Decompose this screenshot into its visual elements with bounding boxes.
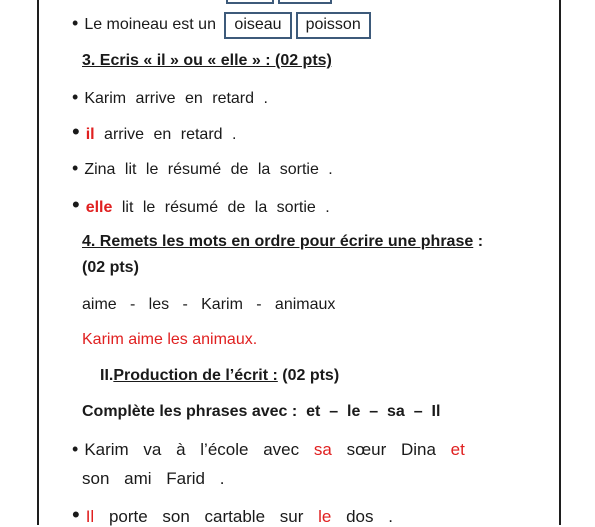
bird-question bbox=[72, 12, 375, 39]
bullet-icon: • bbox=[72, 502, 80, 527]
answer-et: et bbox=[450, 440, 465, 459]
answer-1 bbox=[72, 119, 237, 144]
bird-question-text: Le moineau est un bbox=[84, 16, 216, 33]
sentence-1-text: Karim arrive en retard . bbox=[84, 90, 268, 107]
section4-heading-colon: : bbox=[473, 233, 484, 250]
answer-2-rest: lit le résumé de la sortie . bbox=[121, 199, 330, 216]
section4-answer: Karim aime les animaux. bbox=[82, 331, 258, 348]
answer-2-word: elle bbox=[85, 199, 113, 216]
cut-off-box-right bbox=[278, 0, 332, 4]
line1-part-b: sœur Dina bbox=[346, 440, 436, 459]
bullet-icon: • bbox=[72, 13, 79, 33]
exercise-line-1 bbox=[72, 440, 465, 460]
exercise-line-2: son ami Farid . bbox=[82, 469, 225, 488]
line3-part-b: dos . bbox=[346, 507, 393, 526]
section-ii-number: II. bbox=[100, 367, 114, 384]
bullet-icon: • bbox=[72, 158, 79, 178]
cut-off-box-left bbox=[226, 0, 274, 4]
section4-heading-text: 4. Remets les mots en ordre pour écrire une phrase bbox=[82, 233, 474, 250]
bullet-icon: • bbox=[72, 192, 80, 217]
section4-heading bbox=[82, 233, 483, 251]
option-poisson: poisson bbox=[296, 12, 371, 39]
answer-sa: sa bbox=[313, 440, 332, 459]
bullet-icon: • bbox=[72, 119, 80, 144]
answer-le: le bbox=[318, 507, 332, 526]
bullet-icon: • bbox=[72, 87, 79, 107]
exercise-line-3 bbox=[72, 502, 393, 527]
answer-il: Il bbox=[85, 507, 95, 526]
answer-1-word: il bbox=[85, 126, 95, 143]
line3-part-a: porte son cartable sur bbox=[108, 507, 304, 526]
section4-points: (02 pts) bbox=[82, 259, 139, 276]
section-ii-points: (02 pts) bbox=[277, 367, 340, 384]
option-oiseau: oiseau bbox=[224, 12, 291, 39]
answer-2 bbox=[72, 192, 330, 217]
word-list: aime - les - Karim - animaux bbox=[82, 296, 336, 313]
sentence-2-text: Zina lit le résumé de la sortie . bbox=[84, 161, 333, 178]
line1-part-a: Karim va à l’école avec bbox=[84, 440, 300, 459]
section-ii-title: Production de l’écrit : bbox=[113, 367, 278, 384]
page-border-right bbox=[559, 0, 561, 525]
sentence-2 bbox=[72, 160, 333, 179]
page-border-left bbox=[37, 0, 39, 525]
bullet-icon: • bbox=[72, 439, 79, 459]
section-ii-heading bbox=[100, 367, 339, 385]
answer-1-rest: arrive en retard . bbox=[104, 126, 237, 143]
sentence-1 bbox=[72, 89, 268, 108]
section3-heading: 3. Ecris « il » ou « elle » : (02 pts) bbox=[82, 52, 332, 69]
instruction: Complète les phrases avec : et – le – sa – Il bbox=[82, 403, 441, 420]
